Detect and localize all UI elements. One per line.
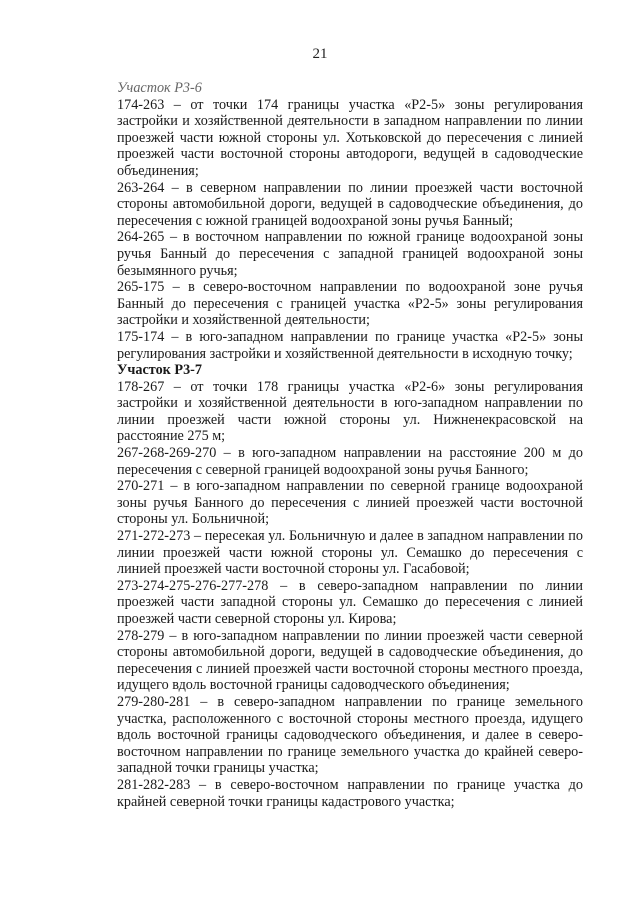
boundary-paragraph: 264-265 – в восточном направлении по южной границе водоохраной зоны ручья Банный до пересечения с западной границей водоохраной зоны безымянного ручья; xyxy=(117,229,583,279)
boundary-paragraph: 263-264 – в северном направлении по линии проезжей части восточной стороны автомобильной дороги, ведущей в садоводческие объединения, до пересечения с южной границей водоохраной зоны ручья Банный; xyxy=(117,179,583,229)
boundary-paragraph: 273-274-275-276-277-278 – в северо-западном направлении по линии проезжей части западной стороны ул. Семашко до пересечения с линией проезжей части северной стороны ул. Кирова; xyxy=(117,577,583,627)
page-number: 21 xyxy=(312,46,328,62)
section-heading: Участок Р3-7 xyxy=(117,362,202,379)
section-heading: Участок Р3-6 xyxy=(117,80,202,96)
boundary-paragraph: 174-263 – от точки 174 границы участка «Р2-5» зоны регулирования застройки и хозяйственной деятельности в западном направлении по линии проезжей части южной стороны ул. Хотьковской до пересечения с линией проезжей части восточной стороны автодороги, ведущей в садоводческие объединения; xyxy=(117,96,583,179)
boundary-paragraph: 278-279 – в юго-западном направлении по линии проезжей части северной стороны автомобильной дороги, ведущей в садоводческие объединения, до пересечения с линией проезжей части восточной стороны местного проезда, идущего вдоль восточной границы садоводческого объединения; xyxy=(117,627,583,694)
boundary-paragraph: 271-272-273 – пересекая ул. Больничную и далее в западном направлении по линии проезжей части южной стороны ул. Семашко до пересечения с линией проезжей части восточной стороны ул. Гасабовой; xyxy=(117,528,583,578)
boundary-paragraph: 178-267 – от точки 178 границы участка «Р2-6» зоны регулирования застройки и хозяйственной деятельности в юго-западном направлении по линии проезжей части южной стороны ул. Нижненекрасовской на расстояние 275 м; xyxy=(117,378,583,445)
boundary-paragraph: 279-280-281 – в северо-западном направлении по границе земельного участка, расположенного с восточной стороны местного проезда, идущего вдоль восточной границы садоводческого объединения, и далее в северо-восточном направлении по границе земельного участка до крайней северо-западной точки границы участка; xyxy=(117,693,583,777)
boundary-paragraph: 267-268-269-270 – в юго-западном направлении на расстояние 200 м до пересечения с северной границей водоохраной зоны ручья Банного; xyxy=(117,445,583,478)
boundary-paragraph: 265-175 – в северо-восточном направлении по водоохраной зоне ручья Банный до пересечения с границей участка «Р2-5» зоны регулирования застройки и хозяйственной деятельности; xyxy=(117,279,583,329)
document-body xyxy=(117,80,583,810)
boundary-paragraph: 270-271 – в юго-западном направлении по северной границе водоохраной зоны ручья Банного до пересечения с линией проезжей части восточной стороны ул. Больничной; xyxy=(117,478,583,528)
boundary-paragraph: 175-174 – в юго-западном направлении по границе участка «Р2-5» зоны регулирования застройки и хозяйственной деятельности в исходную точку; xyxy=(117,328,583,362)
boundary-paragraph: 281-282-283 – в северо-восточном направлении по границе участка до крайней северной точки границы кадастрового участка; xyxy=(117,776,583,810)
